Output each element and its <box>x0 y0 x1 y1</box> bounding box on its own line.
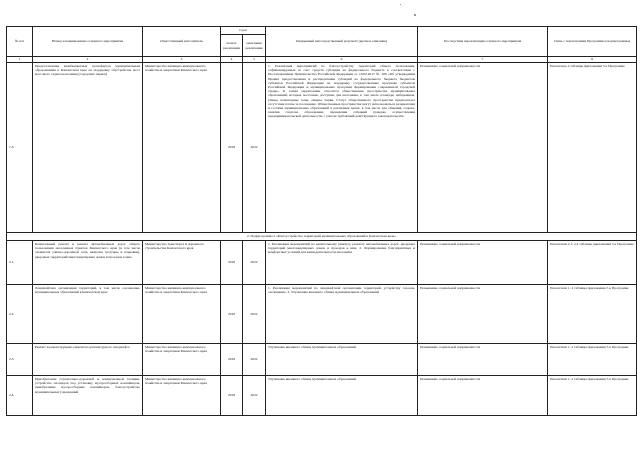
section-row <box>7 233 637 241</box>
table-row <box>7 241 637 285</box>
row-consequences: Повышение социальной напряженности <box>418 376 548 416</box>
table-row <box>7 63 637 233</box>
row-result: Улучшение внешнего облика муниципальных образований <box>266 376 418 416</box>
column-number: 2 <box>33 57 143 63</box>
row-result: 1. Реализация мероприятий по благоустройству территорий общего пользования, софинансируемых за счет средств субсидии из федерального бюджета в соответствии с Постановлением Правительства Российской Федерации от 10.02.2017 № 169 «Об утверждении Правил предоставления и распределения субсидий из федерального бюджета бюджетам субъектов Российской Федерации на поддержку государственных программ субъектов Российской Федерации и муниципальных программ формирования современной городской среды». К таким территориям относятся общественные пространства муниципальных образований, которые постоянно доступны для населения, в том числе площади, набережные, улицы, пешеходные зоны, скверы, парки. Статус общественного пространства предполагает отсутствие платы за посещение. Общественные пространства могут использоваться резидентами и гостями муниципальных образований в различных целях, в том числе для общения, отдыха, занятия спортом, образования, проведения собраний граждан, осуществления предпринимательской деятельности, с учетом требований действующего законодательства. <box>266 63 418 233</box>
row-executor: Министерство жилищно-коммунального хозяйства и энергетики Камчатского края <box>143 344 221 376</box>
activities-table <box>6 26 637 416</box>
row-end-year: 2022 <box>243 241 266 285</box>
row-start-year: 2018 <box>221 376 243 416</box>
row-program-link: Показатели 1, 2 таблицы приложения 5 к Программе <box>548 285 637 344</box>
row-start-year: 2018 <box>221 241 243 285</box>
row-result: 1. Реализация мероприятий по ландшафтной организации территорий, устройству газонов, озеленению. 2. Улучшение внешнего облика муниципальных образований <box>266 285 418 344</box>
column-number: 8 <box>548 57 637 63</box>
column-number: 1 <box>7 57 33 63</box>
column-number: 3 <box>143 57 221 63</box>
scan-mark <box>400 4 401 5</box>
row-consequences: Повышение социальной напряженности <box>418 63 548 233</box>
row-start-year: 2018 <box>221 344 243 376</box>
header-consequences: Последствия нереализации основного мероприятия <box>418 27 548 57</box>
row-end-year: 2022 <box>243 63 266 233</box>
row-activity-name: Предоставление межбюджетных трансфертов муниципальным образованиям в Камчатском крае на поддержку обустройства мест массового отдыха населения (городских парков) <box>33 63 143 233</box>
table-row <box>7 285 637 344</box>
row-number: 1.3. <box>7 63 33 233</box>
header-end: окончания реализации <box>243 35 266 57</box>
column-number: 5 <box>243 57 266 63</box>
row-program-link: Показатели 1, 2 таблицы приложения 5 к Программе <box>548 376 637 416</box>
row-number: 2.4. <box>7 376 33 416</box>
column-number: 7 <box>418 57 548 63</box>
header-link: Связь с показателями Программы (подпрограммы) <box>548 27 637 57</box>
row-end-year: 2022 <box>243 376 266 416</box>
header-start: начала реализации <box>221 35 243 57</box>
scan-mark <box>414 14 416 16</box>
row-end-year: 2022 <box>243 344 266 376</box>
table-row <box>7 344 637 376</box>
row-result: 1. Реализация мероприятий по капитальному ремонту, ремонту автомобильных дорог, дворовых территорий многоквартирных домов и проездов к ним. 2. Формирование благоприятных и комфортных условий для жизнедеятельности населения <box>266 241 418 285</box>
row-activity-name: Капитальный ремонт и ремонт автомобильных дорог общего пользования населенных пунктов Камчатского края (в том числе элементов улично-дорожной сети, включая тротуары и парковки), дворовых территорий многоквартирных домов и проездов к ним <box>33 241 143 285</box>
row-program-link: Показатели 1, 2 таблицы приложения 5 к Программе <box>548 344 637 376</box>
column-number: 6 <box>266 57 418 63</box>
row-program-link: Показатель 2 таблицы приложения 5 к Программе <box>548 63 637 233</box>
row-result: Улучшение внешнего облика муниципальных образований <box>266 344 418 376</box>
row-consequences: Повышение социальной напряженности <box>418 241 548 285</box>
row-executor: Министерство жилищно-коммунального хозяйства и энергетики Камчатского края <box>143 376 221 416</box>
row-end-year: 2022 <box>243 285 266 344</box>
row-number: 2.2. <box>7 285 33 344</box>
row-consequences: Повышение социальной напряженности <box>418 344 548 376</box>
header-no: № п/п <box>7 27 33 57</box>
row-start-year: 2018 <box>221 63 243 233</box>
subprogram-title: 2. Подпрограмма 2 «Благоустройство территорий муниципальных образований в Камчатском крае» <box>7 233 637 241</box>
column-number: 4 <box>221 57 243 63</box>
row-start-year: 2018 <box>221 285 243 344</box>
row-number: 2.1. <box>7 241 33 285</box>
header-executor: Ответственный исполнитель <box>143 27 221 57</box>
program-table-page <box>6 26 636 416</box>
header-term: Срок <box>221 27 266 35</box>
header-result: Ожидаемый непосредственный результат (краткое описание) <box>266 27 418 57</box>
row-executor: Министерство жилищно-коммунального хозяйства и энергетики Камчатского края <box>143 285 221 344</box>
row-activity-name: Приобретение строительно-дорожной и коммунальной техники, устройство площадок под установку мусоросборных контейнеров, приобретение мусоросборных контейнеров, благоустройство муниципальных учреждений <box>33 376 143 416</box>
row-activity-name: Ландшафтная организация территорий, в том числе озеленение, муниципальных образований в Камчатском крае <box>33 285 143 344</box>
row-executor: Министерство жилищно-коммунального хозяйства и энергетики Камчатского края <box>143 63 221 233</box>
header-name: Номер и наименование основного мероприятия <box>33 27 143 57</box>
row-activity-name: Ремонт и реконструкция элементов архитектурного ландшафта <box>33 344 143 376</box>
row-number: 2.3. <box>7 344 33 376</box>
row-executor: Министерство транспорта и дорожного строительства Камчатского края <box>143 241 221 285</box>
row-consequences: Повышение социальной напряженности <box>418 285 548 344</box>
row-program-link: Показатели 2.1, 2.2 таблицы приложения 5 к Программе <box>548 241 637 285</box>
table-row <box>7 376 637 416</box>
